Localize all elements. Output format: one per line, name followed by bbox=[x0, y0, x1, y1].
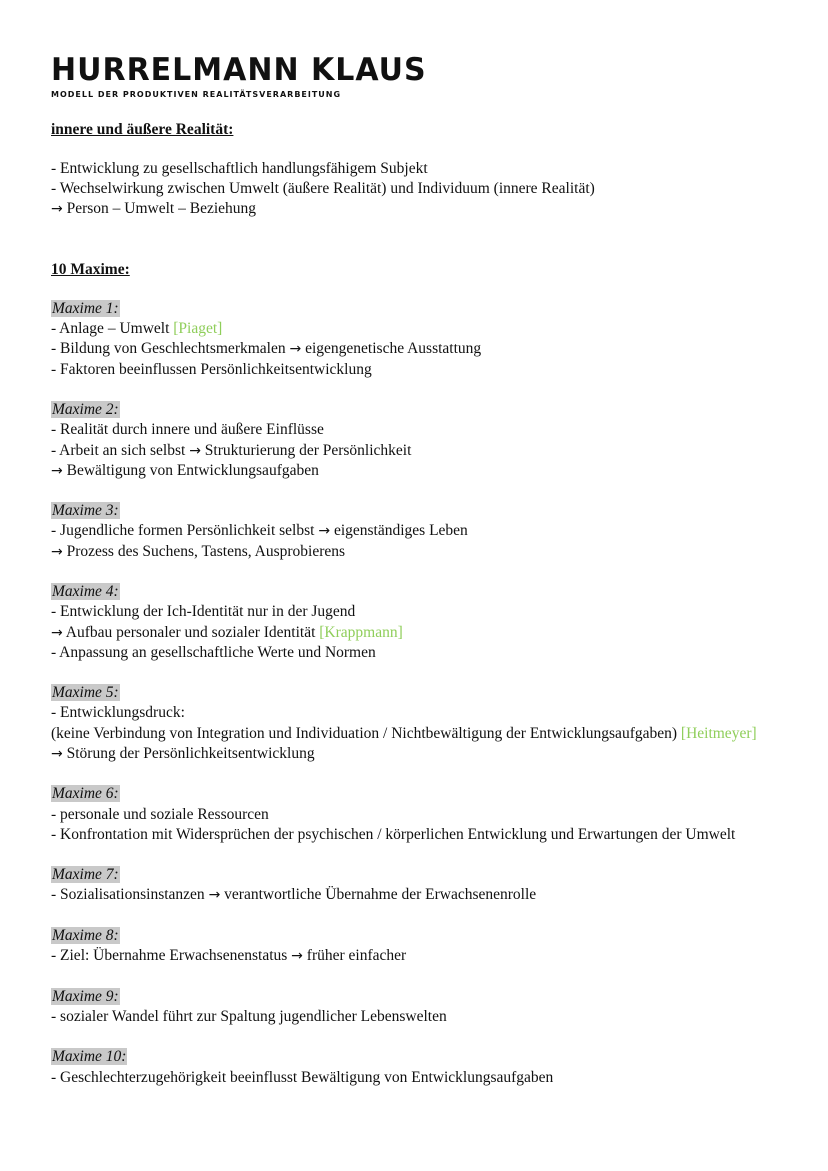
maxim-label: Maxime 1: bbox=[52, 300, 119, 317]
list-item: - Anlage – Umwelt [Piaget] bbox=[51, 320, 223, 338]
reality-list bbox=[51, 159, 595, 220]
list-item: → Aufbau personaler und sozialer Identität [Krappmann] bbox=[51, 623, 403, 641]
arrow-right-icon: → bbox=[189, 442, 201, 459]
arrow-right-icon: → bbox=[291, 948, 303, 965]
reference-citation: [Piaget] bbox=[173, 320, 223, 338]
maxim-9 bbox=[51, 987, 757, 1027]
maxim-4 bbox=[51, 582, 757, 663]
section-heading-reality: innere und äußere Realität: bbox=[51, 121, 234, 138]
section-heading-maxims: 10 Maxime: bbox=[51, 261, 130, 278]
list-item: - Wechselwirkung zwischen Umwelt (äußere Realität) und Individuum (innere Realität) bbox=[51, 180, 595, 198]
list-item: - Konfrontation mit Widersprüchen der psychischen / körperlichen Entwicklung und Erwartungen der Umwelt bbox=[51, 825, 736, 843]
maxim-2 bbox=[51, 400, 757, 481]
maxim-1 bbox=[51, 299, 757, 380]
arrow-right-icon: → bbox=[208, 887, 221, 904]
list-item: - Geschlechterzugehörigkeit beeinflusst Bewältigung von Entwicklungsaufgaben bbox=[51, 1068, 554, 1086]
list-item: - Realität durch innere und äußere Einflüsse bbox=[51, 421, 324, 439]
maxims-list bbox=[51, 299, 757, 1108]
list-item: → Bewältigung von Entwicklungsaufgaben bbox=[51, 461, 319, 479]
maxim-7 bbox=[51, 865, 757, 905]
list-item: - Arbeit an sich selbst → Strukturierung der Persönlichkeit bbox=[51, 441, 412, 459]
page-subtitle: MODELL DER PRODUKTIVEN REALITÄTSVERARBEITUNG bbox=[51, 90, 342, 99]
reference-citation: [Heitmeyer] bbox=[680, 724, 757, 742]
list-item: - Sozialisationsinstanzen → verantwortliche Übernahme der Erwachsenenrolle bbox=[51, 886, 537, 904]
maxim-label: Maxime 10: bbox=[52, 1048, 127, 1066]
arrow-right-icon: → bbox=[289, 341, 302, 358]
maxim-10 bbox=[51, 1047, 757, 1087]
arrow-right-icon: → bbox=[51, 745, 63, 762]
list-item: (keine Verbindung von Integration und Individuation / Nichtbewältigung der Entwicklungsaufgaben) [Heitmeyer] bbox=[51, 724, 757, 742]
list-item: - Ziel: Übernahme Erwachsenenstatus → früher einfacher bbox=[51, 947, 407, 965]
reference-citation: [Krappmann] bbox=[319, 623, 403, 641]
list-item: - Entwicklung zu gesellschaftlich handlungsfähigem Subjekt bbox=[51, 160, 428, 177]
maxim-label: Maxime 7: bbox=[52, 866, 119, 884]
list-item: - Anpassung an gesellschaftliche Werte und Normen bbox=[51, 643, 376, 661]
maxim-label: Maxime 3: bbox=[52, 502, 119, 520]
list-item: → Störung der Persönlichkeitsentwicklung bbox=[51, 744, 315, 762]
arrow-right-icon: → bbox=[318, 523, 331, 540]
list-item: - sozialer Wandel führt zur Spaltung jugendlicher Lebenswelten bbox=[51, 1007, 447, 1025]
list-item: - Entwicklungsdruck: bbox=[51, 704, 185, 722]
list-item: - Faktoren beeinflussen Persönlichkeitsentwicklung bbox=[51, 360, 372, 378]
maxim-label: Maxime 9: bbox=[52, 987, 119, 1005]
list-item: - Entwicklung der Ich-Identität nur in der Jugend bbox=[51, 603, 356, 621]
maxim-label: Maxime 8: bbox=[52, 926, 119, 944]
list-item: → Prozess des Suchens, Tastens, Ausprobierens bbox=[51, 542, 346, 560]
list-item: - Jugendliche formen Persönlichkeit selbst → eigenständiges Leben bbox=[51, 522, 468, 540]
maxim-label: Maxime 5: bbox=[52, 684, 119, 702]
list-item: → Person – Umwelt – Beziehung bbox=[51, 200, 257, 218]
arrow-right-icon: → bbox=[51, 543, 63, 560]
arrow-right-icon: → bbox=[51, 624, 63, 641]
maxim-8 bbox=[51, 926, 757, 966]
maxim-6 bbox=[51, 784, 757, 845]
maxim-5 bbox=[51, 683, 757, 764]
arrow-right-icon: → bbox=[51, 201, 63, 218]
document-page bbox=[51, 51, 811, 1086]
arrow-right-icon: → bbox=[51, 462, 63, 479]
maxim-label: Maxime 2: bbox=[52, 401, 119, 419]
page-title: HURRELMANN KLAUS bbox=[51, 51, 427, 89]
maxim-label: Maxime 6: bbox=[52, 785, 119, 803]
list-item: - Bildung von Geschlechtsmerkmalen → eigengenetische Ausstattung bbox=[51, 340, 482, 358]
maxim-3 bbox=[51, 501, 757, 562]
list-item: - personale und soziale Ressourcen bbox=[51, 805, 269, 823]
maxim-label: Maxime 4: bbox=[52, 583, 119, 601]
